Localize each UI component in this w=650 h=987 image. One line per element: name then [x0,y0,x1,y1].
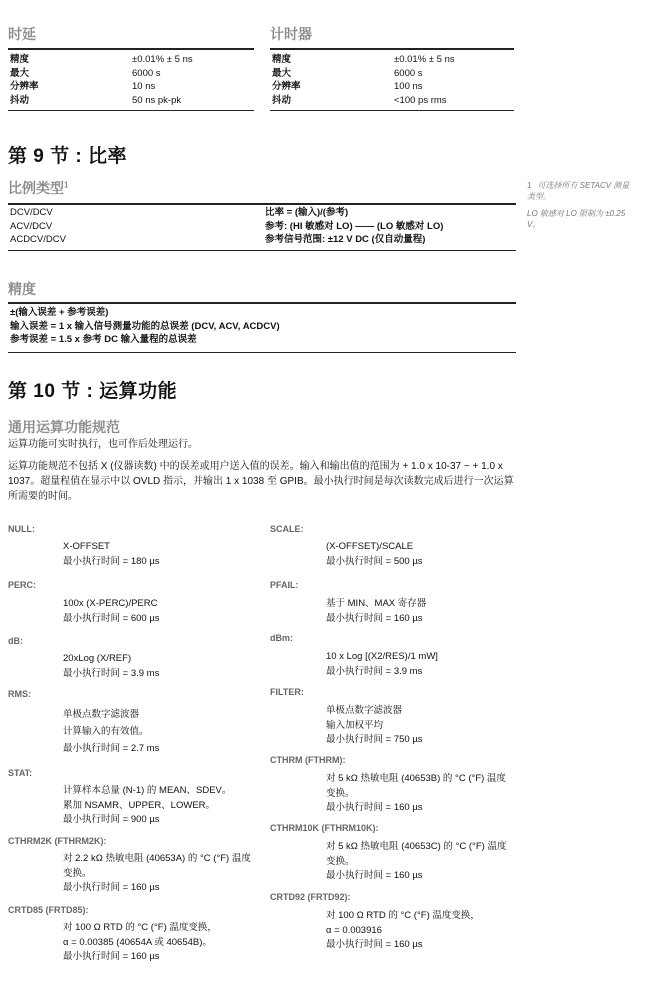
accuracy-line: 输入误差 = 1 x 输入信号测量功能的总误差 (DCV, ACV, ACDCV) [10,320,280,332]
function-label-cthrm: CTHRM (FTHRM): [270,755,346,765]
function-body-null: X-OFFSET 最小执行时间 = 180 µs [63,541,160,567]
function-body-crtd92: 对 100 Ω RTD 的 °C (°F) 温度变换， α = 0.003916 最小执行时间 = 160 µs [326,910,480,950]
delay-heading: 时延 [8,26,36,42]
function-body-pfail: 基于 MIN、MAX 寄存器 最小执行时间 = 160 µs [326,598,427,624]
sidenote-number: 1 [527,181,532,190]
function-body-db: 20xLog (X/REF) 最小执行时间 = 3.9 ms [63,653,160,679]
footnote-ref: 1 [64,180,69,190]
timer-row: 精度 ±0.01% ± 5 ns [272,54,455,65]
function-label-crtd92: CRTD92 (FRTD92): [270,892,351,902]
ratio-types-list [10,206,66,247]
ratio-type: ACDCV/DCV [10,234,66,245]
sidenote-line: LO 敏感对 LO 限制为 ±0.25 V。 [527,209,626,229]
timer-table [272,53,455,107]
function-body-stat: 计算样本总量 (N-1) 的 MEAN、SDEV。 累加 NSAMR、UPPER、LOWER。 最小执行时间 = 900 µs [63,785,232,825]
timer-bottom-rule [270,110,514,111]
function-label-scale: SCALE: [270,524,304,534]
section9-title: 第 9 节 : 比率 [8,146,128,167]
timer-heading: 计时器 [270,26,312,42]
delay-row: 抖动 50 ns pk-pk [10,94,182,106]
function-label-dbm: dBm: [270,633,293,643]
function-body-cthrm2k: 对 2.2 kΩ 热敏电阻 (40653A) 的 °C (°F) 温度 变换。 最小执行时间 = 160 µs [63,853,251,893]
math-para-1: 运算功能可实时执行，也可作后处理运行。 [8,439,198,450]
function-body-rms: 单极点数字滤波器 计算输入的有效值。 最小执行时间 = 2.7 ms [63,709,160,754]
function-label-crtd85: CRTD85 (FRTD85): [8,905,89,915]
accuracy-rule [8,302,516,304]
function-body-dbm: 10 x Log [(X2/RES)/1 mW] 最小执行时间 = 3.9 ms [326,651,438,677]
accuracy-bottom-rule [8,352,516,353]
ratio-types-heading: 比例类型$^1$ [8,180,69,196]
function-body-scale: (X-OFFSET)/SCALE 最小执行时间 = 500 µs [326,541,423,567]
ratio-definition: 参考信号范围: ±12 V DC (仅自动量程) [265,234,426,245]
sidenote-line: 可选择所有 SETACV 测量类型。 [527,181,630,201]
ratio-definition: 参考: (HI 敏感对 LO) —— (LO 敏感对 LO) [265,220,444,232]
timer-row: 抖动 <100 ps rms [272,94,447,106]
timer-row: 最大 6000 s [272,67,423,79]
ratio-definition: 比率 = (输入)/(参考) [265,207,349,218]
delay-row: 精度 ±0.01% ± 5 ns [10,54,193,65]
delay-rule [8,48,254,50]
function-body-perc: 100x (X-PERC)/PERC 最小执行时间 = 600 µs [63,598,160,624]
function-body-cthrm10k: 对 5 kΩ 热敏电阻 (40653C) 的 °C (°F) 温度 变换。 最小执行时间 = 160 µs [326,841,507,881]
math-subheading: 通用运算功能规范 [8,419,120,435]
delay-table [10,53,193,107]
accuracy-line: ±(输入误差 + 参考误差) [10,307,109,318]
ratio-rule [8,203,516,205]
delay-bottom-rule [8,110,254,111]
timer-row: 分辨率 100 ns [272,81,423,92]
function-label-cthrm2k: CTHRM2K (FTHRM2K): [8,836,107,846]
function-body-cthrm: 对 5 kΩ 热敏电阻 (40653B) 的 °C (°F) 温度 变换。 最小执行时间 = 160 µs [326,773,506,813]
ratio-bottom-rule [8,250,516,251]
timer-rule [270,48,514,50]
accuracy-lines [10,306,280,347]
function-label-filter: FILTER: [270,687,304,697]
function-label-cthrm10k: CTHRM10K (FTHRM10K): [270,823,379,833]
section10-title: 第 10 节 : 运算功能 [8,381,178,402]
function-label-pfail: PFAIL: [270,580,299,590]
ratio-definitions [265,206,443,247]
delay-row: 分辨率 10 ns [10,81,156,92]
function-label-rms: RMS: [8,689,31,699]
sidenote [527,180,637,236]
function-body-crtd85: 对 100 Ω RTD 的 °C (°F) 温度变换， α = 0.00385 (40654A 或 40654B)。 最小执行时间 = 160 µs [63,922,217,962]
function-label-stat: STAT: [8,768,33,778]
ratio-type: ACV/DCV [10,220,53,232]
math-para-2: 运算功能规范不包括 X (仪器读数) 中的误差或用户送入值的误差。输入和输出值的范围为 + 1.0 x 10-37 ~ + 1.0 x 1037。超量程值在显示中以 OVLD 指示，并输出 1 x 1038 至 GPIB。最小执行时间是每次读数完成后进行一次运算所需要的时间。 [8,461,514,502]
accuracy-heading: 精度 [8,281,36,297]
function-label-null: NULL: [8,524,35,534]
ratio-type: DCV/DCV [10,207,53,218]
function-label-db: dB: [8,636,23,646]
delay-row: 最大 6000 s [10,67,161,79]
function-body-filter: 单极点数字滤波器 输入加权平均 最小执行时间 = 750 µs [326,705,423,745]
accuracy-line: 参考误差 = 1.5 x 参考 DC 输入量程的总误差 [10,334,197,345]
function-label-perc: PERC: [8,580,37,590]
